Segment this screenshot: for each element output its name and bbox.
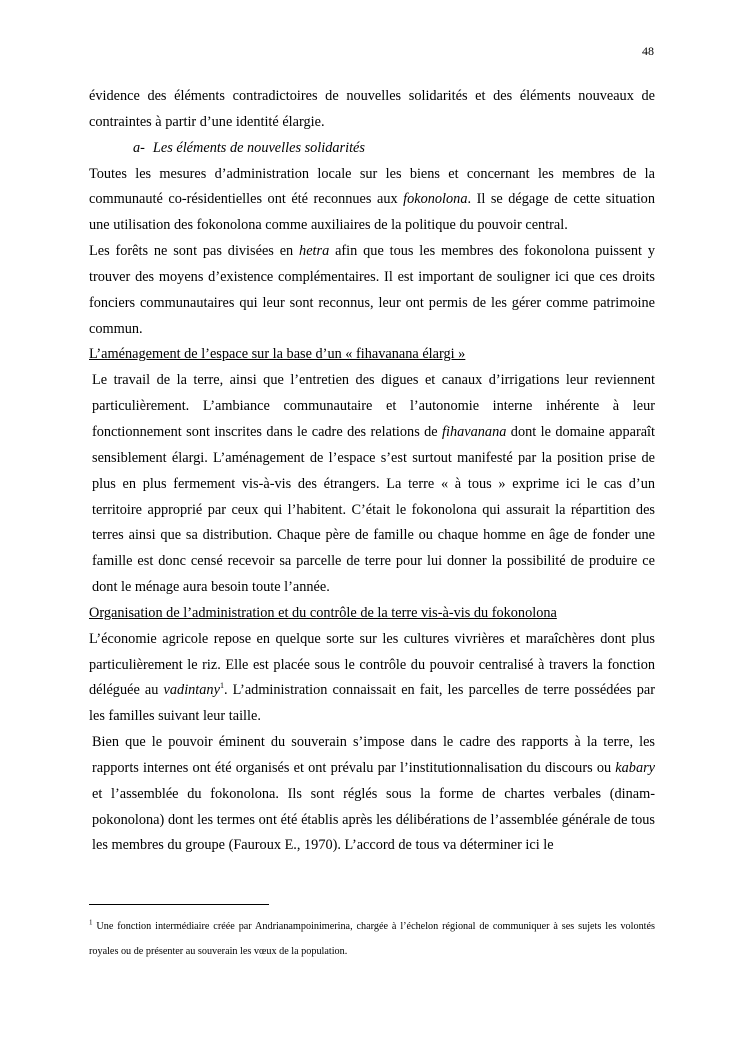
footnote-separator — [89, 904, 269, 905]
subheading — [89, 136, 655, 162]
paragraph-1: évidence des éléments contradictoires de nouvelles solidarités et des éléments nouveaux de contraintes à partir d’une identité élargie. — [89, 88, 655, 130]
footnote-text: Une fonction intermédiaire créée par Andrianampoinimerina, chargée à l’échelon régional de communiquer à ses sujets les volontés royales ou de présenter au souverain les vœux de la population. — [89, 921, 655, 957]
paragraph-4-part-a: Le travail de la terre, ainsi que l’entretien des digues et canaux d’irrigations leur reviennent particulièrement. L’ambiance communautaire et l’autonomie interne inhérente à leur fonctionnement sont inscrites dans le cadre des relations de — [92, 372, 655, 440]
paragraph-6-part-b: et l’assemblée du fokonolona. Ils sont réglés sous la forme de chartes verbales (dinam-pokonolona) dont les termes ont été établis après les délibérations de l’assemblée générale de tous les membres du groupe (Fauroux E., 1970). L’accord de tous va déterminer ici le — [92, 785, 655, 854]
paragraph-3-part-b: afin que tous les membres des fokonolona puissent y trouver des moyens d’existence complémentaires. Il est important de souligner ici que ces droits fonciers communautaires qui leur sont reconnus, leur ont permis de les gérer comme patrimoine commun. — [89, 243, 655, 337]
section-heading-amenagement: L’aménagement de l’espace sur la base d’un « fihavanana élargi » — [89, 346, 466, 363]
footnote-reference[interactable]: 1 — [219, 681, 224, 691]
paragraph-2-part-a: Toutes les mesures d’administration locale sur les biens et concernant les membres de la communauté co-résidentielles ont été reconnues aux — [89, 165, 655, 208]
paragraph-5 — [89, 627, 655, 730]
paragraph-6 — [89, 730, 655, 859]
paragraph-4-part-b: dont le domaine apparaît sensiblement élargi. L’aménagement de l’espace s’est surtout manifesté par la position prise de plus en plus fermement vis-à-vis des étrangers. La terre « à tous » exprime ici le cas d’un territoire approprié par ceux qui l’habitent. C’était le fokonolona qui assurait la répartition des terres ainsi que sa distribution. Chaque père de famille ou chaque homme en âge de fonder une famille est donc censé recevoir sa parcelle de terre pour lui donner la possibilité de produire ce dont le ménage aura besoin toute l’année. — [92, 423, 655, 596]
paragraph-3-part-a: Les forêts ne sont pas divisées en — [89, 243, 300, 260]
footnote-marker: 1 — [89, 918, 93, 927]
body-text — [89, 84, 655, 859]
paragraph-3 — [89, 239, 655, 342]
term-hetra: hetra — [299, 243, 330, 260]
paragraph-6-part-a: Bien que le pouvoir éminent du souverain s’impose dans le cadre des rapports à la terre, les rapports internes ont été organisés et ont prévalu par l’institutionnalisation du discours ou — [92, 734, 655, 776]
paragraph-2-part-b: . Il se dégage de cette situation une utilisation des fokonolona comme auxiliaires de la politique du pouvoir central. — [89, 191, 655, 234]
footnote — [89, 914, 655, 964]
subheading-prefix: a- — [133, 139, 145, 156]
page-number: 48 — [642, 44, 654, 58]
paragraph-2 — [89, 162, 655, 240]
subheading-text: Les éléments de nouvelles solidarités — [152, 139, 365, 156]
term-kabary: kabary — [615, 759, 655, 776]
term-vadintany: vadintany — [163, 682, 220, 699]
paragraph-5-part-b: . L’administration connaissait en fait, les parcelles de terre possédées par les familles suivant leur taille. — [89, 682, 655, 725]
section-heading-organisation: Organisation de l’administration et du contrôle de la terre vis-à-vis du fokonolona — [89, 604, 557, 621]
term-fokonolona: fokonolona — [403, 191, 468, 208]
term-fihavanana: fihavanana — [442, 423, 507, 440]
paragraph-5-part-a: L’économie agricole repose en quelque sorte sur les cultures vivrières et maraîchères dont plus particulièrement le riz. Elle est placée sous le contrôle du pouvoir centralisé à travers la fonction déléguée au — [89, 630, 655, 699]
paragraph-4 — [89, 368, 655, 601]
